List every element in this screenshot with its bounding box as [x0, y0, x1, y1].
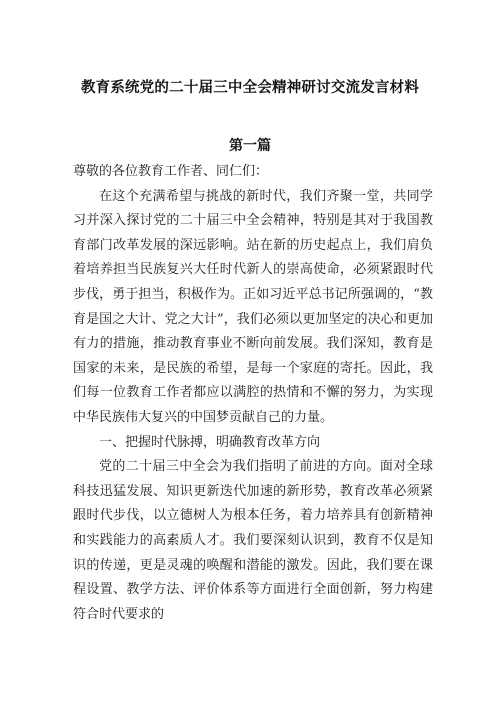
salutation: 尊敬的各位教育工作者、同仁们： — [73, 164, 269, 179]
section-title: 第一篇 — [229, 138, 271, 154]
paragraph-intro: 在这个充满希望与挑战的新时代，我们齐聚一堂，共同学习并深入探讨党的二十届三中全会精神，特别是其对于我国教育部门改革发展的深远影响。站在新的历史起点上，我们肩负着培养担当民族复兴大任时代新人的崇高使命，必须紧跟时代步伐，勇于担当，积极作为。正如习近平总书记所强调的，“教育是国之大计、党之大计”，我们必须以更加坚定的决心和更加有力的措施，推动教育事业不断向前发展。我们深知，教育是国家的未来，是民族的希望，是每一个家庭的寄托。因此，我们每一位教育工作者都应以满腔的热情和不懈的努力，为实现中华民族伟大复兴的中国梦贡献自己的力量。 — [73, 188, 433, 425]
section-heading-1: 一、把握时代脉搏，明确教育改革方向 — [99, 434, 321, 450]
document-title: 教育系统党的二十届三中全会精神研讨交流发言材料 — [80, 80, 420, 96]
paragraph-section-1: 党的二十届三中全会为我们指明了前进的方向。面对全球科技迅猛发展、知识更新迭代加速的新形势，教育改革必须紧跟时代步伐，以立德树人为根本任务，着力培养具有创新精神和实践能力的高素质人才。我们要深刻认识到，教育不仅是知识的传递，更是灵魂的唤醒和潜能的激发。因此，我们要在课程设置、教学方法、评价体系等方面进行全面创新，努力构建符合时代要求的 — [73, 459, 433, 622]
document-body — [73, 160, 433, 627]
